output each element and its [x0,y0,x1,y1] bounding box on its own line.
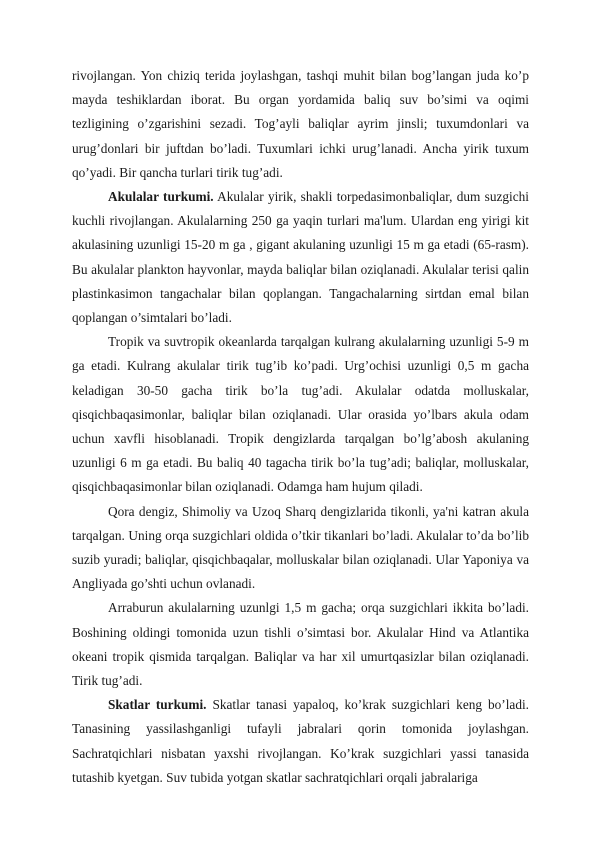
paragraph-text: Akulalar yirik, shakli torpedasimonbaliqlar, dum suzgichi kuchli rivojlangan. Akulalarning 250 ga yaqin turlari ma'lum. Ulardan eng yirigi kit akulasining uzunligi 15-20 m ga , gigant akulaning uzunligi 15 m ga etadi (65-rasm). Bu akulalar plankton hayvonlar, mayda baliqlar bilan oziqlanadi. Akulalar terisi qalin plastinkasimon tangachalar bilan qoplangan. Tangachalarning sirtdan emal bilan qoplangan o’simtalari bo’ladi. [72,189,529,326]
document-page [72,64,529,790]
paragraph-continuation [72,64,529,185]
paragraph-tropik-akulalar [72,330,529,499]
paragraph-akulalar-turkumi [72,185,529,330]
paragraph-katran-akula [72,500,529,597]
paragraph-text: rivojlangan. Yon chiziq terida joylashgan, tashqi muhit bilan bog’langan juda ko’p mayda teshiklardan iborat. Bu organ yordamida baliq suv bo’simi va oqimi tezligining o’zgarishini sezadi. Tog’ayli baliqlar ayrim jinsli; tuxumdonlari va urug’donlari bir juftdan bo’ladi. Tuxumlari ichki urug’lanadi. Ancha yirik tuxum qo’yadi. Bir qancha turlari tirik tug’adi. [72,68,529,180]
paragraph-text: Qora dengiz, Shimoliy va Uzoq Sharq dengizlarida tikonli, ya'ni katran akula tarqalgan. Uning orqa suzgichlari oldida o’tkir tikanlari bo’ladi. Akulalar to’da bo’lib suzib yuradi; baliqlar, qisqichbaqalar, molluskalar bilan oziqlanadi. Ular Yaponiya va Angliyada go’shti uchun ovlanadi. [72,503,529,592]
paragraph-text: Tropik va suvtropik okeanlarda tarqalgan kulrang akulalarning uzunligi 5-9 m ga etadi. Kulrang akulalar tirik tug’ib ko’padi. Urg’ochisi uzunligi 0,5 m gacha keladigan 30-50 gacha tirik bo’la tug’adi. Akulalar odatda molluskalar, qisqichbaqasimonlar, baliqlar bilan oziqlanadi. Ular orasida yo’lbars akula odam uchun xavfli hisoblanadi. Tropik dengizlarda tarqalgan bo’lg’abosh akulaning uzunligi 6 m ga etadi. Bu baliq 40 tagacha tirik bo’la tug’adi; baliqlar, molluskalar, qisqichbaqasimonlar bilan oziqlanadi. Odamga ham hujum qiladi. [72,334,529,495]
paragraph-text: Arraburun akulalarning uzunlgi 1,5 m gacha; orqa suzgichlari ikkita bo’ladi. Boshining oldingi tomonida uzun tishli o’simtasi bor. Akulalar Hind va Atlantika okeani tropik qismida tarqalgan. Baliqlar va har xil umurtqasizlar bilan oziqlanadi. Tirik tug’adi. [72,600,529,689]
section-heading-skatlar: Skatlar turkumi. [108,697,207,713]
section-heading-akulalar: Akulalar turkumi. [108,189,214,205]
paragraph-text: Skatlar tanasi yapaloq, ko’krak suzgichlari keng bo’ladi. Tanasining yassilashganligi tufayli jabralari qorin tomonida joylashgan. Sachratqichlari nisbatan yaxshi rivojlangan. Ko’krak suzgichlari yassi tanasida tutashib kyetgan. Suv tubida yotgan skatlar sachratqichlari orqali jabralariga [72,697,529,785]
paragraph-skatlar-turkumi [72,693,529,790]
paragraph-arraburun-akula [72,596,529,693]
